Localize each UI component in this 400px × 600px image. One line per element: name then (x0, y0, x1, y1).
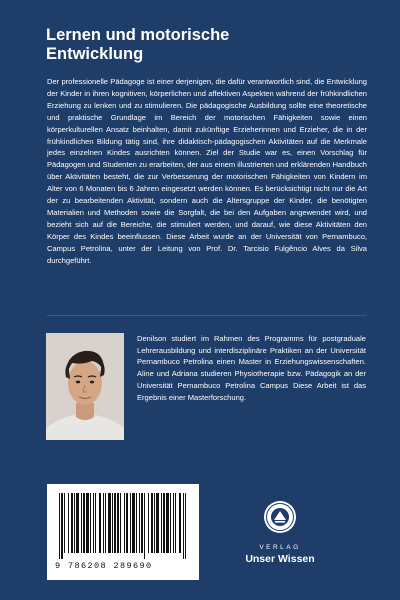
book-description: Der professionelle Pädagoge ist einer derjenigen, die dafür verantwortlich sind, die Entwicklung der Kinder in ihren kognitiven, körperlichen und affektiven Aspekten während der frühkindlichen Erziehung zu lenken und zu stimulieren. Die pädagogische Ausbildung sollte eine theoretische und praktische Grundlage im Bereich der motorischen Fähigkeiten sowie einen körperkulturellen Ansatz beinhalten, damit zukünftige Erzieherinnen und Erzieher, die in der frühkindlichen Bildung tätig sind, ihre didaktisch-pädagogischen Aktivitäten auf die Merkmale jedes einzelnen Kindes ausrichten können. Ziel der Studie war es, einen Vorschlag für Pädagogen und Studenten zu erarbeiten, der aus einem illustrierten und erklärenden Handbuch über Aktivitäten besteht, die zur Verbesserung der motorischen Fähigkeiten von Kindern im Alter von 6 Monaten bis 6 Jahren eingesetzt werden können. Es berücksichtigt nicht nur die Art der zu bearbeitenden Aktivität, sondern auch die Altersgruppe der Kinder, die benötigten Materialien und Methoden sowie die Sorgfalt, die bei den Aufgaben angewendet wird, und bezieht sich auf die Bereiche, die stimuliert werden, und darauf, wie diese Aktivitäten den Körper des Kindes beeinflussen. Diese Arbeit wurde an der Universität von Pernambuco, Campus Petrolina, unter der Leitung von Prof. Dr. Tarcisio Fulgêncio Alves da Silva durchgeführt. (47, 77, 367, 265)
author-photo (46, 333, 124, 440)
publisher-seal-icon (263, 500, 297, 534)
book-title-line-2: Entwicklung (46, 45, 144, 63)
barcode (47, 484, 199, 580)
isbn-number: 9 786208 289690 (55, 561, 153, 571)
publisher-name: Unser Wissen (245, 553, 315, 565)
barcode-bars (57, 493, 189, 559)
book-title-line-1: Lernen und motorische (46, 26, 230, 44)
author-bio: Denilson studiert im Rahmen des Programms für postgraduale Lehrerausbildung und interdisziplinäre Praktiken an der Universität Pernambuco Petrolina einen Master in Erziehungswissenschaften. Aline und Adriana studieren Physiotherapie bzw. Pädagogik an der Universität Pernambuco Petrolina Campus Diese Arbeit ist das Ergebnis einer Masterforschung. (137, 334, 366, 402)
publisher-logo (225, 500, 335, 565)
publisher-verlag-label: VERLAG (259, 544, 301, 551)
book-title (46, 26, 366, 64)
section-divider (47, 315, 367, 316)
